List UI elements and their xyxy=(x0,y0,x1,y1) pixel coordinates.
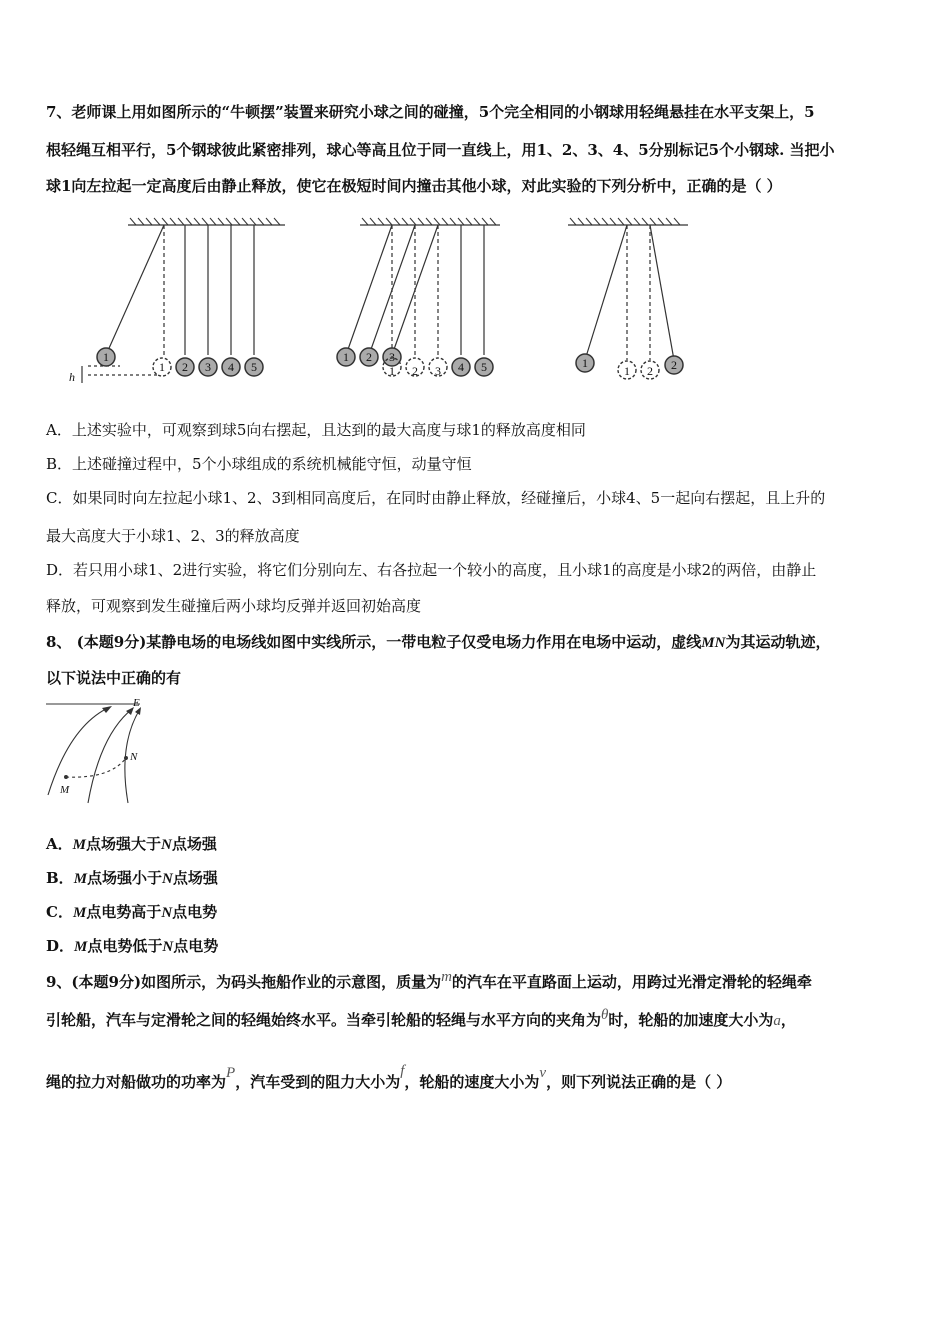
q8-opt-d-end: 点电势 xyxy=(173,937,219,955)
p3-ball-1: 1 xyxy=(582,356,588,370)
electric-field-figure xyxy=(40,695,160,810)
q9-l2a: 引轮船，汽车与定滑轮之间的轻绳始终水平。当牵引轮船的轻绳与水平方向的夹角为 xyxy=(46,1011,602,1029)
q7-option-d-line1[interactable]: D．若只用小球1、2进行实验，将它们分别向左、右各拉起一个较小的高度，且小球1的高度是小球2的两倍，由静止 xyxy=(46,561,817,579)
q8-stem-line1 xyxy=(46,632,830,653)
q9-var-m: m xyxy=(441,969,452,985)
q8-opt-b-end: 点场强 xyxy=(172,869,218,887)
ball-label-5: 5 xyxy=(251,360,257,374)
q8-mn-symbol: MN xyxy=(701,635,726,651)
ball-label-3: 3 xyxy=(205,360,211,374)
q9-stem-line2 xyxy=(46,1007,796,1031)
p2-ghost-2: 2 xyxy=(412,364,418,378)
q8-opt-c-letter: C． xyxy=(46,903,73,921)
p3-ghost-2: 2 xyxy=(647,364,653,378)
point-label-m: M xyxy=(60,784,70,796)
q9-var-p: P xyxy=(226,1065,236,1081)
q8-opt-b-mid: 点场强小于 xyxy=(87,869,163,887)
q9-l1b: 的汽车在平直路面上运动，用跨过光滑定滑轮的轻绳牵 xyxy=(451,973,812,991)
q7-stem-line2: 根轻绳互相平行，5个钢球彼此紧密排列，球心等高且位于同一直线上，用1、2、3、4、5分别标记5个小钢球. 当把小 xyxy=(46,141,835,159)
q8-opt-d-m: M xyxy=(74,939,88,955)
q9-l3b: ，汽车受到的阻力大小为 xyxy=(235,1073,401,1091)
q8-opt-c-end: 点电势 xyxy=(172,903,218,921)
q7-stem-line1: 7、老师课上用如图所示的“牛顿摆”装置来研究小球之间的碰撞，5个完全相同的小钢球用轻绳悬挂在水平支架上，5 xyxy=(46,103,815,121)
q8-opt-d-letter: D． xyxy=(46,937,75,955)
q8-opt-c-mid: 点电势高于 xyxy=(86,903,162,921)
p3-ball-2: 2 xyxy=(671,358,677,372)
q8-opt-a-end: 点场强 xyxy=(171,835,217,853)
ball-label-2: 2 xyxy=(182,360,188,374)
ball-label-1: 1 xyxy=(103,350,109,364)
p2-ball-3: 3 xyxy=(389,350,395,364)
q8-option-d[interactable] xyxy=(46,936,218,957)
q9-stem-line3 xyxy=(46,1063,732,1093)
newton-cradle-figure xyxy=(60,215,700,395)
q8-stem-prefix: 8、 (本题9分)某静电场的电场线如图中实线所示，一带电粒子仅受电场力作用在电场中运动，虚线 xyxy=(46,633,702,651)
q8-stem-line2: 以下说法中正确的有 xyxy=(46,669,182,687)
q8-option-a[interactable] xyxy=(46,834,217,855)
p2-ball-5: 5 xyxy=(481,360,487,374)
q7-option-c-line1[interactable]: C．如果同时向左拉起小球1、2、3到相同高度后，在同时由静止释放，经碰撞后，小球4、5一起向右摆起，且上升的 xyxy=(46,489,826,507)
q9-l3a: 绳的拉力对船做功的功率为 xyxy=(46,1073,227,1091)
q8-opt-d-n: N xyxy=(162,939,174,955)
q9-l2b: 时，轮船的加速度大小为 xyxy=(608,1011,774,1029)
p2-ball-2: 2 xyxy=(366,350,372,364)
q9-l1a: 9、(本题9分)如图所示，为码头拖船作业的示意图，质量为 xyxy=(46,973,442,991)
ball-label-1-ghost: 1 xyxy=(159,360,165,374)
q9-var-theta: θ xyxy=(601,1007,609,1023)
q8-opt-d-mid: 点电势低于 xyxy=(87,937,163,955)
q8-opt-b-m: M xyxy=(73,871,88,887)
field-label-e: E xyxy=(133,697,140,709)
q7-stem-line3: 球1向左拉起一定高度后由静止释放，使它在极短时间内撞击其他小球，对此实验的下列分析中，正确的是（ ） xyxy=(46,177,782,195)
q9-stem-line1 xyxy=(46,969,812,993)
q8-opt-a-letter: A． xyxy=(46,835,73,853)
p2-ghost-1: 1 xyxy=(389,364,395,378)
p3-ghost-1: 1 xyxy=(624,364,630,378)
q9-l2c: ， xyxy=(780,1011,796,1029)
q9-var-v: v xyxy=(539,1065,547,1081)
q8-opt-c-m: M xyxy=(72,905,87,921)
q8-opt-b-letter: B． xyxy=(46,869,74,887)
q8-opt-c-n: N xyxy=(161,905,173,921)
height-label: h xyxy=(69,370,75,384)
q9-var-f: f xyxy=(400,1063,405,1079)
p2-ghost-3: 3 xyxy=(435,364,441,378)
q8-opt-b-n: N xyxy=(162,871,173,887)
q8-opt-a-mid: 点场强大于 xyxy=(85,835,161,853)
q8-option-b[interactable] xyxy=(46,868,218,889)
q7-option-a[interactable]: A．上述实验中，可观察到球5向右摆起，且达到的最大高度与球1的释放高度相同 xyxy=(46,421,586,439)
q7-option-b[interactable]: B．上述碰撞过程中，5个小球组成的系统机械能守恒，动量守恒 xyxy=(46,455,472,473)
q8-stem-suffix: 为其运动轨迹， xyxy=(725,633,831,651)
ball-label-4: 4 xyxy=(228,360,234,374)
q8-option-c[interactable] xyxy=(46,902,217,923)
q7-option-c-line2: 最大高度大于小球1、2、3的释放高度 xyxy=(46,527,300,545)
q9-l3c: ，轮船的速度大小为 xyxy=(404,1073,540,1091)
q9-var-a: a xyxy=(773,1013,781,1029)
q9-l3d: ，则下列说法正确的是（ ） xyxy=(546,1073,732,1091)
p2-ball-1: 1 xyxy=(343,350,349,364)
q7-option-d-line2: 释放，可观察到发生碰撞后两小球均反弹并返回初始高度 xyxy=(46,597,422,615)
point-label-n: N xyxy=(130,751,138,763)
q8-opt-a-m: M xyxy=(72,837,86,853)
p2-ball-4: 4 xyxy=(458,360,464,374)
q8-opt-a-n: N xyxy=(161,837,172,853)
